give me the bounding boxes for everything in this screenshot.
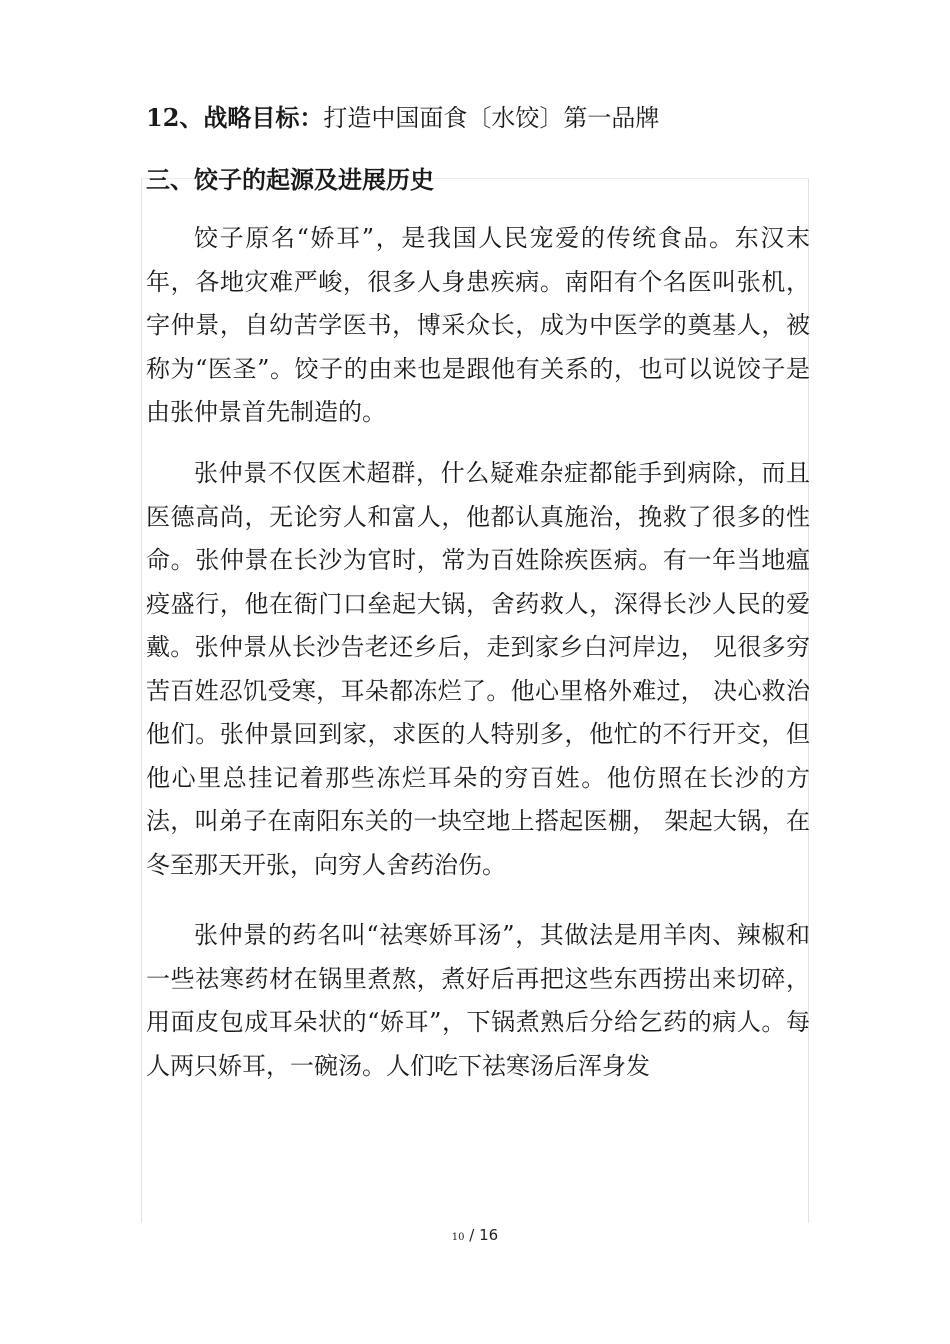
page-separator: / [469,1226,475,1244]
paragraph-medicine: 张仲景的药名叫“祛寒娇耳汤”，其做法是用羊肉、辣椒和一些祛寒药材在锅里煮熬，煮好后再把这些东西捞出来切碎，用面皮包成耳朵状的“娇耳”，下锅煮熟后分给乞药的病人。每人两只娇耳，一碗汤。人们吃下祛寒汤后浑身发 [146,921,810,1080]
paragraph-zhang-zhongjing: 张仲景不仅医术超群，什么疑难杂症都能手到病除，而且医德高尚，无论穷人和富人，他都认真施治，挽救了很多的性命。张仲景在长沙为官时，常为百姓除疾医病。有一年当地瘟疫盛行，他在衙门口垒起大锅，舍药救人，深得长沙人民的爱戴。张仲景从长沙告老还乡后，走到家乡白河岸边， 见很多穷苦百姓忍饥受寒，耳朵都冻烂了。他心里格外难过， 决心救治他们。张仲景回到家，求医的人特别多，他忙的不行开交，但他心里总挂记着那些冻烂耳朵的穷百姓。他仿照在长沙的方法，叫弟子在南阳东关的一块空地上搭起医棚， 架起大锅，在冬至那天开张，向穷人舍药治伤。 [146,459,810,879]
paragraph-origin: 饺子原名“娇耳”，是我国人民宠爱的传统食品。东汉末年，各地灾难严峻，很多人身患疾病。南阳有个名医叫张机，字仲景，自幼苦学医书，博采众长，成为中医学的奠基人，被称为“医圣”。饺子的由来也是跟他有关系的，也可以说饺子是由张仲景首先制造的。 [146,224,810,426]
page-number [0,1226,950,1244]
section-12-text: 打造中国面食〔水饺〕第一品牌 [323,104,660,132]
page-total: 16 [479,1226,499,1244]
page-current: 10 [451,1232,465,1243]
section-3-title: 三、饺子的起源及进展历史 [146,165,434,194]
section-12-heading [146,103,659,133]
section-12-label: 12、战略目标： [146,103,324,132]
